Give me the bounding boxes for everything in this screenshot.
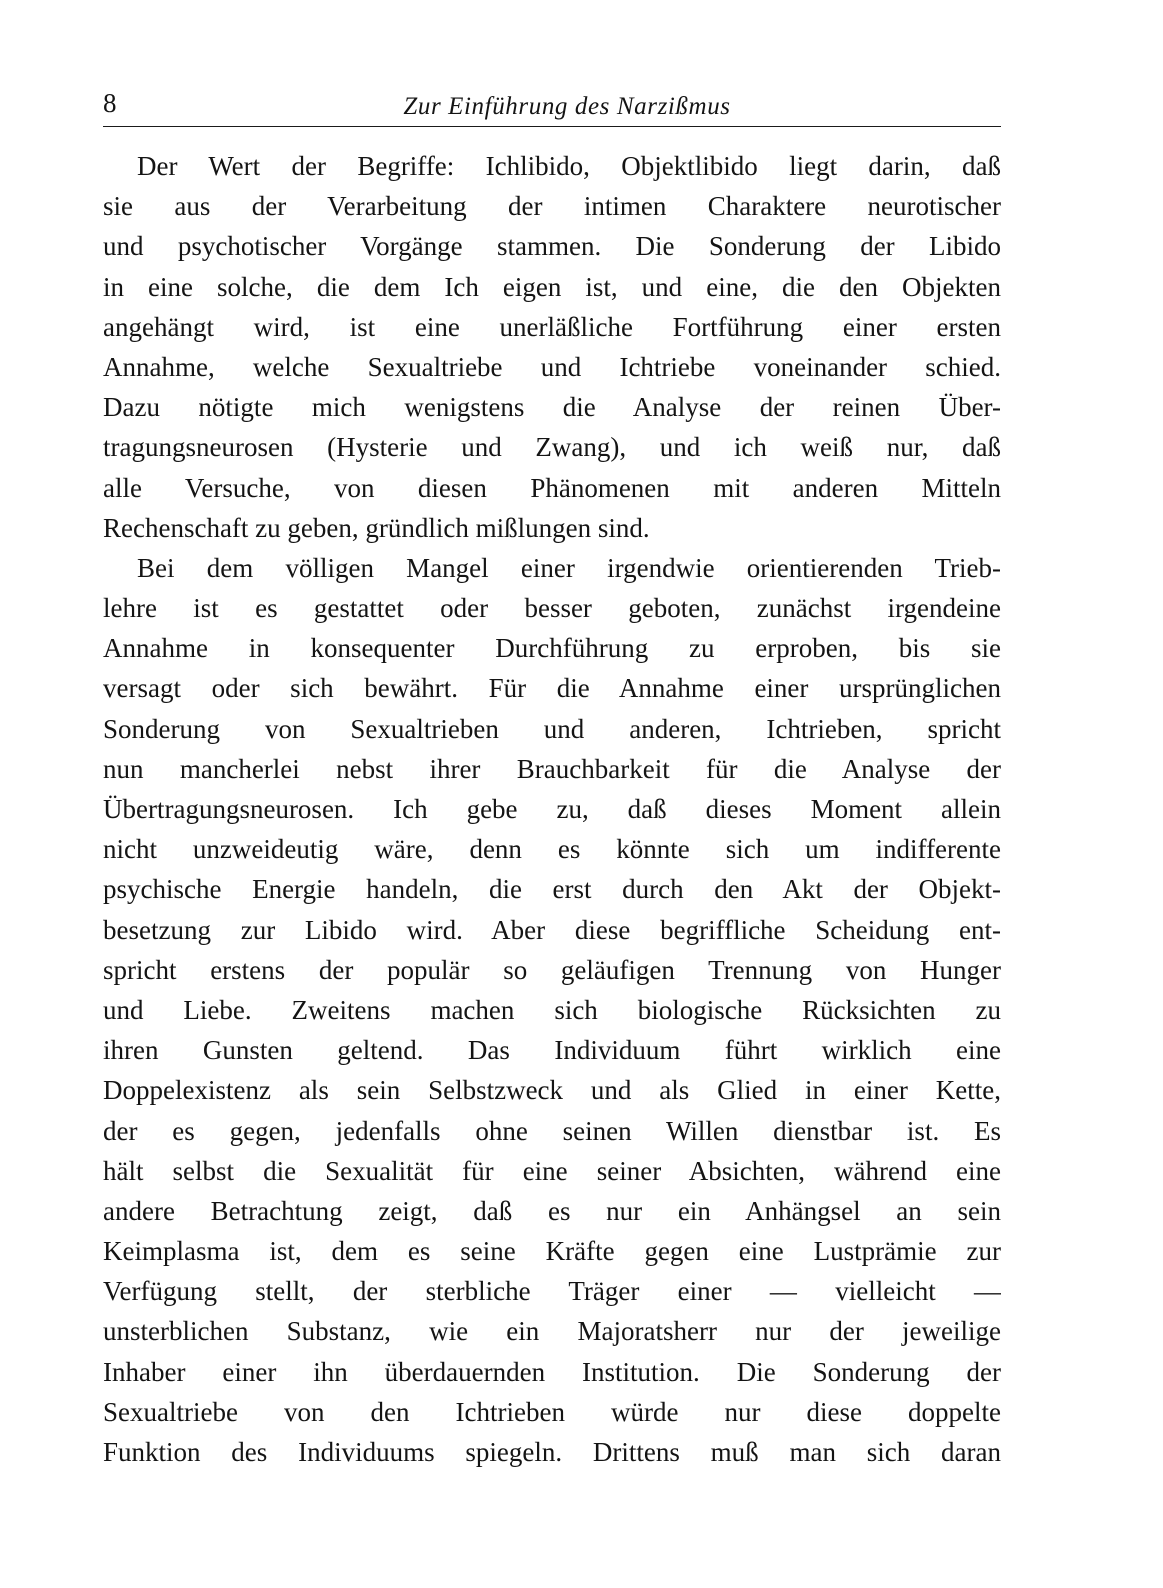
text-line: Annahme in konsequenter Durchführung zu erproben, bis sie <box>103 633 1001 664</box>
text-line: hält selbst die Sexualität für eine seiner Absichten, während eine <box>103 1155 1001 1186</box>
text-line: unsterblichen Substanz, wie ein Majoratsherr nur der jeweilige <box>103 1316 1001 1347</box>
text-line: spricht erstens der populär so geläufigen Trennung von Hunger <box>103 954 1001 985</box>
text-line: besetzung zur Libido wird. Aber diese begriffliche Scheidung ent- <box>103 914 1001 945</box>
text-line: sie aus der Verarbeitung der intimen Charaktere neurotischer <box>103 191 1001 222</box>
text-line: in eine solche, die dem Ich eigen ist, und eine, die den Objekten <box>103 271 1001 302</box>
text-line: Bei dem völligen Mangel einer irgendwie orientierenden Trieb- <box>137 552 1001 583</box>
text-line: Übertragungsneurosen. Ich gebe zu, daß dieses Moment allein <box>103 794 1001 824</box>
text-line: nun mancherlei nebst ihrer Brauchbarkeit für die Analyse der <box>103 753 1001 784</box>
text-line: psychische Energie handeln, die erst durch den Akt der Objekt- <box>103 874 1001 905</box>
text-line: alle Versuche, von diesen Phänomenen mit anderen Mitteln <box>103 472 1001 503</box>
text-line: Rechenschaft zu geben, gründlich mißlungen sind. <box>103 512 650 543</box>
text-line: Sexualtriebe von den Ichtrieben würde nur diese doppelte <box>103 1396 1001 1427</box>
text-line: Inhaber einer ihn überdauernden Institution. Die Sonderung der <box>103 1356 1001 1387</box>
text-line: Doppelexistenz als sein Selbstzweck und als Glied in einer Kette, <box>103 1075 1001 1106</box>
text-line: Funktion des Individuums spiegeln. Drittens muß man sich daran <box>103 1437 1001 1467</box>
text-line: lehre ist es gestattet oder besser geboten, zunächst irgendeine <box>103 593 1001 624</box>
text-line: Keimplasma ist, dem es seine Kräfte gegen eine Lustprämie zur <box>103 1236 1001 1267</box>
page-number: 8 <box>103 88 117 118</box>
text-line: angehängt wird, ist eine unerläßliche Fortführung einer ersten <box>103 311 1001 342</box>
text-line: Verfügung stellt, der sterbliche Träger einer — vielleicht — <box>103 1276 1001 1307</box>
body-text <box>103 146 1001 1472</box>
page-header <box>103 82 1001 127</box>
text-line: Sonderung von Sexualtrieben und anderen, Ichtrieben, spricht <box>103 713 1001 744</box>
text-line: der es gegen, jedenfalls ohne seinen Willen dienstbar ist. Es <box>103 1115 1001 1146</box>
text-line: Annahme, welche Sexualtriebe und Ichtriebe voneinander schied. <box>103 351 1001 382</box>
text-line: tragungsneurosen (Hysterie und Zwang), und ich weiß nur, daß <box>103 432 1001 463</box>
text-line: andere Betrachtung zeigt, daß es nur ein Anhängsel an sein <box>103 1195 1001 1226</box>
text-line: und Liebe. Zweitens machen sich biologische Rücksichten zu <box>103 994 1001 1025</box>
text-line: nicht unzweideutig wäre, denn es könnte sich um indifferente <box>103 834 1001 865</box>
text-line: und psychotischer Vorgänge stammen. Die Sonderung der Libido <box>103 231 1001 262</box>
text-line: Dazu nötigte mich wenigstens die Analyse der reinen Über- <box>103 392 1001 423</box>
text-line: ihren Gunsten geltend. Das Individuum führt wirklich eine <box>103 1035 1001 1066</box>
text-line: Der Wert der Begriffe: Ichlibido, Objektlibido liegt darin, daß <box>137 151 1001 181</box>
running-title: Zur Einführung des Narzißmus <box>403 93 731 120</box>
text-line: versagt oder sich bewährt. Für die Annahme einer ursprünglichen <box>103 673 1001 704</box>
